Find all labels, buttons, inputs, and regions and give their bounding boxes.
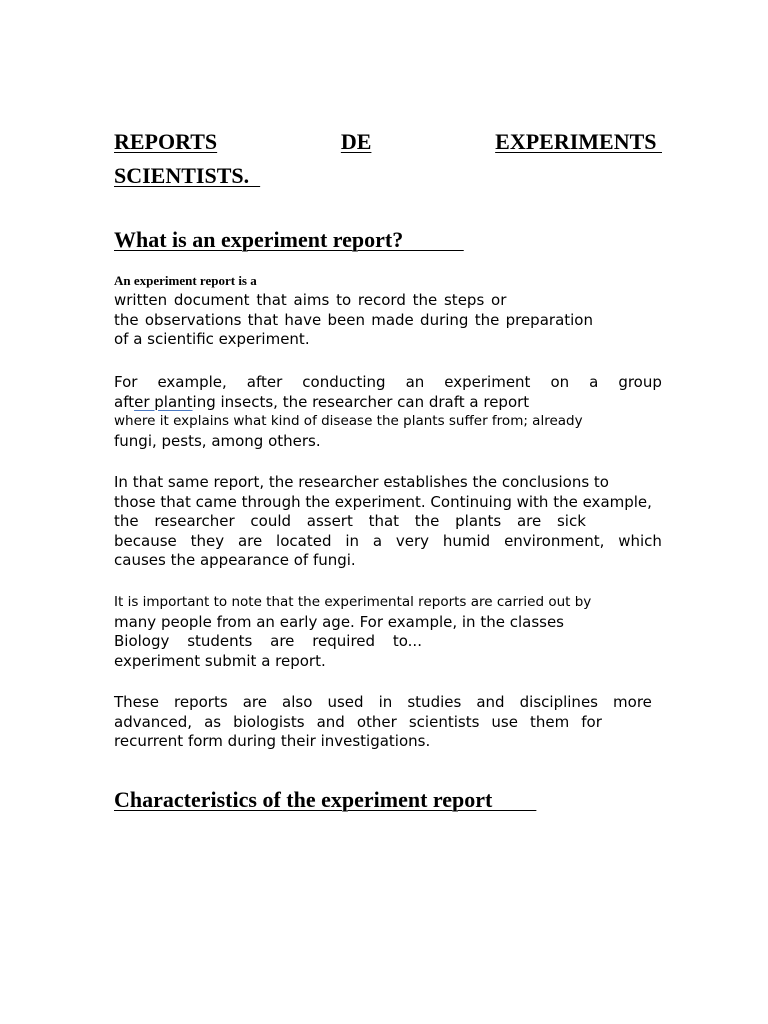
word: and	[476, 693, 505, 711]
text-line: of a scientific experiment.	[114, 330, 310, 348]
word: are	[516, 512, 542, 530]
title-line-2: SCIENTISTS.	[114, 163, 261, 188]
word: a	[589, 373, 599, 391]
word: the	[114, 512, 139, 530]
word: reports	[174, 693, 228, 711]
paragraph-early-age	[114, 593, 674, 671]
word: more	[613, 693, 652, 711]
word: after	[246, 373, 283, 391]
word: could	[250, 512, 292, 530]
paragraph-example	[114, 373, 662, 451]
word: to...	[392, 632, 422, 650]
text-line-justified	[114, 373, 662, 393]
paragraph-advanced-use	[114, 693, 652, 752]
word: researcher	[154, 512, 235, 530]
word: are	[242, 693, 267, 711]
text-line	[114, 393, 662, 413]
word: example,	[157, 373, 227, 391]
word: For	[114, 373, 138, 391]
word: conducting	[302, 373, 386, 391]
word: humid	[442, 531, 491, 550]
word: that	[368, 512, 400, 530]
text-line: In that same report, the researcher establishes the conclusions to	[114, 473, 609, 491]
word: are	[270, 632, 295, 650]
word: them	[530, 712, 570, 731]
word: are	[237, 531, 263, 550]
text-line: fungi, pests, among others.	[114, 431, 321, 450]
text-line: where it explains what kind of disease the plants suffer from; already	[114, 413, 583, 429]
word: assert	[306, 512, 353, 530]
title-word: DE	[340, 129, 372, 154]
title-line-1	[114, 125, 662, 159]
word: used	[327, 693, 364, 711]
word: use	[491, 712, 518, 731]
word: Biology	[114, 632, 170, 650]
text-line: those that came through the experiment. Continuing with the example,	[114, 492, 652, 511]
word: also	[282, 693, 313, 711]
word: other	[356, 712, 397, 731]
word: as	[204, 712, 222, 731]
word: scientists	[408, 712, 480, 731]
word: and	[316, 712, 345, 731]
title-word: REPORTS	[114, 129, 218, 154]
word: located	[276, 531, 332, 550]
text-line: the observations that have been made during the preparation	[114, 310, 593, 329]
word: studies	[407, 693, 462, 711]
word: for	[581, 712, 602, 731]
word: students	[187, 632, 253, 650]
word: they	[190, 531, 225, 550]
word: These	[114, 693, 159, 711]
word: biologists	[233, 712, 305, 731]
document-title	[114, 125, 662, 193]
text-line: written document that aims to record the steps or	[114, 291, 507, 309]
text-line: causes the appearance of fungi.	[114, 551, 356, 569]
title-word: EXPERIMENTS	[495, 129, 662, 154]
word: plants	[455, 512, 502, 530]
word: environment,	[504, 531, 605, 550]
word: an	[405, 373, 425, 391]
word: in	[378, 693, 393, 711]
text-line: It is important to note that the experimental reports are carried out by	[114, 594, 592, 610]
word: on	[550, 373, 570, 391]
text-line: experiment submit a report.	[114, 651, 326, 670]
word: in	[345, 531, 359, 550]
section-heading-characteristics: Characteristics of the experiment report	[114, 787, 537, 812]
word: experiment	[444, 373, 531, 391]
paragraph-conclusions	[114, 473, 662, 571]
text-line-justified	[114, 512, 586, 532]
lead-sentence: An experiment report is a	[114, 273, 257, 288]
paragraph-definition	[114, 291, 654, 350]
text-fragment: ing insects, the researcher can draft a report	[192, 392, 530, 411]
text-line-justified	[114, 532, 662, 552]
text-line-justified	[114, 632, 422, 652]
word: the	[414, 512, 440, 530]
section-heading-what-is: What is an experiment report?	[114, 227, 464, 252]
text-line-justified	[114, 693, 652, 713]
text-line: recurrent form during their investigations.	[114, 732, 431, 750]
word: required	[312, 632, 376, 650]
text-line: many people from an early age. For example, in the classes	[114, 612, 564, 631]
word: group	[618, 373, 662, 391]
word: very	[395, 531, 430, 550]
word: a	[372, 531, 383, 550]
word: because	[114, 531, 177, 550]
word: advanced,	[114, 712, 193, 731]
word: disciplines	[519, 693, 598, 711]
word: sick	[556, 512, 586, 530]
spellcheck-underline: er plant	[134, 392, 193, 411]
text-line-justified	[114, 713, 602, 733]
word: which	[618, 531, 662, 550]
text-fragment: aft	[114, 392, 135, 411]
